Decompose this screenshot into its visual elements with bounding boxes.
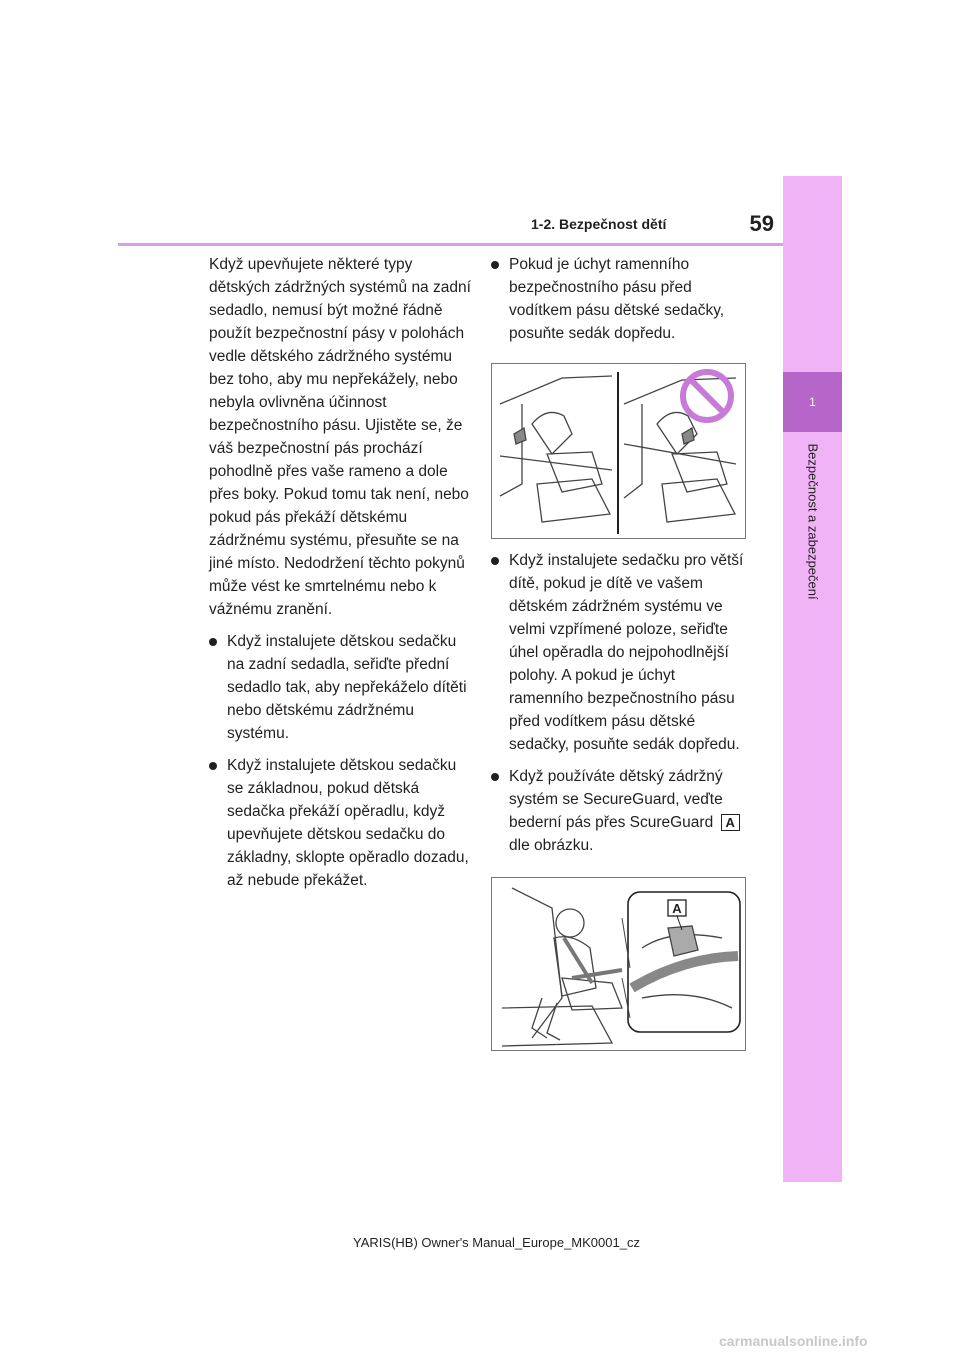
seat-belt-illustration [491, 363, 746, 539]
left-column [209, 253, 471, 901]
bullet-text: Když používáte dětský zádržný systém se SecureGuard, veďte bederní pás přes ScureGuard [509, 768, 723, 831]
bullet-text-end: dle obrázku. [509, 837, 594, 854]
page-number: 59 [749, 211, 774, 236]
right-column [491, 253, 753, 1051]
bullet-item [209, 630, 471, 745]
chapter-number: 1 [809, 395, 816, 409]
bullet-item [491, 549, 753, 756]
chapter-title: Bezpečnost a zabezpečení [805, 443, 820, 600]
secureguard-illustration [491, 877, 746, 1051]
bullet-text: Když instalujete dětskou sedačku na zadní sedadla, seřiďte přední sedadlo tak, aby nepřekáželo dítěti nebo dětskému zádržnému systému. [227, 633, 467, 742]
bullet-item [209, 754, 471, 892]
bullet-text: Když instalujete dětskou sedačku se základnou, pokud dětská sedačka překáží opěradlu, když upevňujete dětskou sedačku do základny, sklopte opěradlo dozadu, až nebude překážet. [227, 757, 469, 889]
secureguard-drawing [492, 878, 745, 1050]
section-title: 1-2. Bezpečnost dětí [531, 216, 667, 232]
seat-belt-drawing [492, 364, 745, 538]
bullet-item [491, 253, 753, 345]
callout-label-a: A [721, 814, 740, 831]
bullet-item [491, 765, 753, 857]
bullet-dot-icon [491, 261, 499, 269]
chapter-title-tab [783, 438, 842, 678]
bullet-text: Když instalujete sedačku pro větší dítě, pokud je dítě ve vašem dětském zádržném systému ve velmi vzpřímené poloze, seřiďte úhel opěradla do nejpohodlnější polohy. A pokud je úchyt ramenního bezpečnostního pásu před vodítkem pásu dětské sedačky, posuňte sedák dopředu. [509, 552, 744, 753]
bullet-dot-icon [209, 762, 217, 770]
bullet-dot-icon [491, 773, 499, 781]
intro-paragraph: Když upevňujete některé typy dětských zádržných systémů na zadní sedadlo, nemusí být možné řádně použít bezpečnostní pásy v polohách vedle dětského zádržného systému bez toho, aby mu nepřekážely, nebo nebyla ovlivněna účinnost bezpečnostního pásu. Ujistěte se, že váš bezpečnostní pás prochází pohodlně přes vaše rameno a dole přes boky. Pokud tomu tak není, nebo pokud pás překáží dětskému zádržnému systému, přesuňte se na jiné místo. Nedodržení těchto pokynů může vést ke smrtelnému nebo k vážnému zranění. [209, 256, 471, 618]
figure-callout-a: A [672, 901, 682, 916]
chapter-number-tab[interactable] [783, 372, 842, 432]
page-footer [0, 1235, 960, 1250]
bullet-dot-icon [209, 638, 217, 646]
manual-id: YARIS(HB) Owner's Manual_Europe_MK0001_cz [353, 1235, 640, 1250]
watermark[interactable]: carmanualsonline.info [719, 1333, 868, 1349]
bullet-text: Pokud je úchyt ramenního bezpečnostního pásu před vodítkem pásu dětské sedačky, posuňte sedák dopředu. [509, 256, 725, 342]
bullet-dot-icon [491, 557, 499, 565]
header-rule [118, 243, 783, 246]
